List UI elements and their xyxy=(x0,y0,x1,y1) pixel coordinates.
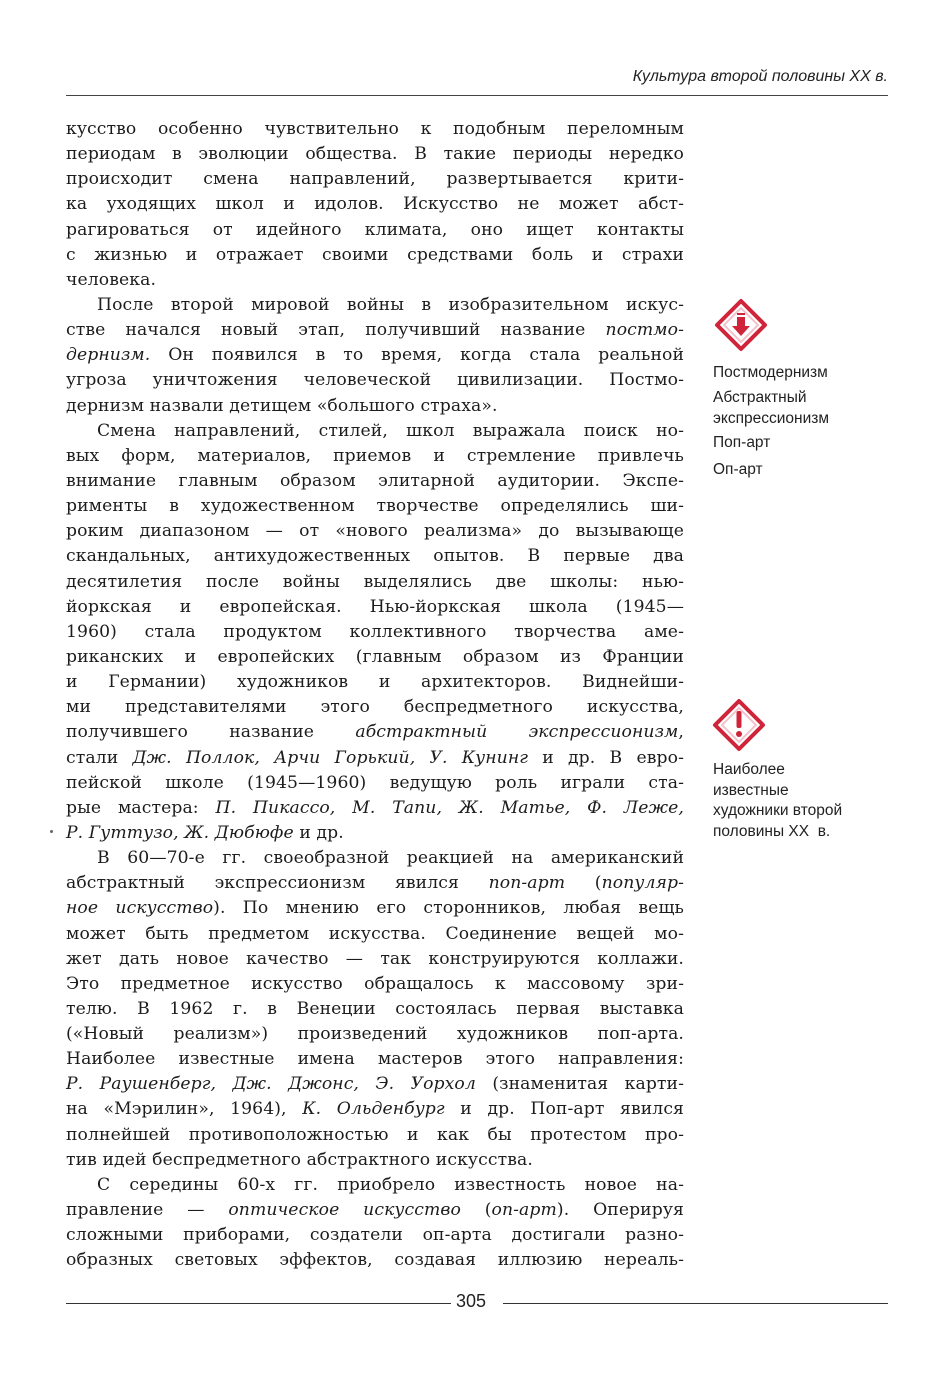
text-line xyxy=(66,544,684,569)
text-line xyxy=(66,1198,684,1223)
text-segment: ). Оперируя xyxy=(556,1200,685,1221)
text-segment: («Новый реализм») произведений художников поп-арта. xyxy=(66,1024,684,1045)
text-line xyxy=(66,922,684,947)
text-segment: стали xyxy=(66,747,133,768)
text-segment: абстрактный экспрессионизм явился xyxy=(66,873,489,894)
text-line-content xyxy=(66,117,684,142)
sidebar-note xyxy=(713,760,842,843)
footer-divider-right xyxy=(503,1303,888,1304)
text-segment: Это предметное искусство обращалось к массовому зри- xyxy=(66,973,684,994)
text-line-content xyxy=(66,746,684,771)
text-line-content xyxy=(66,997,684,1022)
text-segment: После второй мировой войны в изобразительном искус- xyxy=(97,294,684,315)
text-line-content xyxy=(66,645,684,670)
text-line-content xyxy=(66,192,684,217)
text-line-content xyxy=(66,1022,684,1047)
text-line xyxy=(66,771,684,796)
italic-term: поп-арт xyxy=(488,873,566,894)
paragraph xyxy=(66,419,684,846)
text-line xyxy=(66,142,684,167)
text-line-content xyxy=(66,896,684,921)
text-segment: сложными приборами, создатели оп-арта достигали разно- xyxy=(66,1225,684,1246)
text-line xyxy=(66,1148,684,1173)
text-line xyxy=(66,494,684,519)
text-line xyxy=(66,218,684,243)
text-line xyxy=(66,695,684,720)
text-segment: и др. Поп-арт явился xyxy=(444,1099,684,1120)
text-line xyxy=(66,444,684,469)
text-line-content xyxy=(66,243,684,268)
text-line-content xyxy=(66,1123,684,1148)
text-segment: С середины 60-х гг. приобрело известность новое на- xyxy=(97,1174,684,1195)
text-line xyxy=(66,1123,684,1148)
text-line xyxy=(66,896,684,921)
text-line xyxy=(66,1097,684,1122)
sidebar-term: Постмодернизм xyxy=(713,364,828,381)
text-line xyxy=(66,746,684,771)
text-segment: В 60—70-е гг. своеобразной реакцией на американский xyxy=(97,848,684,869)
text-segment: ми представителями этого беспредметного искусства, xyxy=(66,697,684,718)
text-line-content xyxy=(66,343,684,368)
text-line xyxy=(66,670,684,695)
text-line-content xyxy=(66,444,684,469)
sidebar-term: Абстрактный экспрессионизм xyxy=(713,389,830,427)
text-segment: телю. В 1962 г. в Венеции состоялась первая выставка xyxy=(66,998,684,1019)
text-line-content xyxy=(97,293,684,318)
text-line xyxy=(66,620,684,645)
text-line xyxy=(66,117,684,142)
text-line-content xyxy=(66,570,684,595)
text-segment: , xyxy=(678,722,684,743)
text-line xyxy=(66,419,684,444)
text-line-content xyxy=(66,871,684,896)
paragraph xyxy=(66,293,684,419)
text-segment: роким диапазоном — от «нового реализма» до вызывающе xyxy=(66,521,684,542)
text-segment: может быть предметом искусства. Соединение вещей мо- xyxy=(66,923,684,944)
text-line-content xyxy=(66,972,684,997)
text-segment: вых форм, материалов, приемов и стремление привлечь xyxy=(66,445,684,466)
text-segment: образных световых эффектов, создавая иллюзию нереаль- xyxy=(66,1250,684,1271)
text-line xyxy=(66,720,684,745)
running-header: Культура второй половины XX в. xyxy=(632,68,888,85)
text-line-content xyxy=(66,695,684,720)
text-line-content xyxy=(66,796,684,821)
text-segment: периодам в эволюции общества. В такие периоды нередко xyxy=(66,144,684,165)
note-line: Наиболее xyxy=(713,761,785,778)
text-line xyxy=(66,871,684,896)
text-line-content xyxy=(66,494,684,519)
text-line-content xyxy=(66,595,684,620)
text-line xyxy=(66,318,684,343)
text-segment: ка уходящих школ и идолов. Искусство не может абст- xyxy=(66,194,684,215)
text-line xyxy=(66,997,684,1022)
italic-term: популяр- xyxy=(601,873,684,894)
text-line-content xyxy=(66,218,684,243)
text-segment: получившего название xyxy=(66,722,356,743)
italic-term: Дж. Поллок, Арчи Горький, У. Кунинг xyxy=(132,747,529,768)
text-line-content xyxy=(66,368,684,393)
text-segment: внимание главным образом элитарной аудитории. Экспе- xyxy=(66,470,684,491)
text-line xyxy=(66,167,684,192)
text-line xyxy=(66,1173,684,1198)
text-line-content xyxy=(66,1072,684,1097)
text-segment: жет дать новое качество — так конструируются коллажи. xyxy=(66,948,684,969)
italic-term: П. Пикассо, М. Тапи, Ж. Матье, Ф. Леже, xyxy=(215,797,684,818)
text-line xyxy=(66,1047,684,1072)
text-line-content xyxy=(66,720,684,745)
text-segment: ( xyxy=(565,873,602,894)
text-line xyxy=(66,469,684,494)
note-line: известные xyxy=(713,781,789,799)
text-line-content xyxy=(66,620,684,645)
text-segment: ). По мнению его сторонников, любая вещь xyxy=(213,898,684,919)
text-line-content xyxy=(66,821,684,846)
text-segment: человека. xyxy=(66,269,157,290)
text-line xyxy=(66,595,684,620)
text-segment: дернизм назвали детищем «большого страха». xyxy=(66,395,498,416)
text-line-content xyxy=(66,1198,684,1223)
paragraph xyxy=(66,117,684,293)
italic-term: Р. Гуттузо, Ж. Дюбюфе xyxy=(66,822,294,843)
margin-mark xyxy=(50,830,53,833)
text-segment: происходит смена направлений, развертывается крити- xyxy=(66,169,684,190)
text-line-content xyxy=(66,1097,684,1122)
text-line xyxy=(66,394,684,419)
text-segment: рые мастера: xyxy=(66,797,216,818)
italic-term: дернизм. xyxy=(66,345,151,366)
body-text xyxy=(66,117,684,1273)
note-line: художники второй xyxy=(713,802,843,820)
text-segment: на «Мэрилин», 1964), xyxy=(66,1099,303,1120)
text-segment: 1960) стала продуктом коллективного творчества аме- xyxy=(66,621,684,642)
text-line xyxy=(66,570,684,595)
text-segment: риканских и европейских (главным образом из Франции xyxy=(66,646,684,667)
text-segment: Он появился в то время, когда стала реальной xyxy=(150,345,684,366)
text-line-content xyxy=(66,670,684,695)
text-line-content xyxy=(66,1223,684,1248)
text-segment: полнейшей противоположностью и как бы протестом про- xyxy=(66,1124,684,1145)
text-line xyxy=(66,1248,684,1273)
text-segment: Смена направлений, стилей, школ выражала поиск но- xyxy=(97,420,684,441)
text-segment: кусство особенно чувствительно к подобным переломным xyxy=(66,119,684,139)
text-segment: (знаменитая карти- xyxy=(475,1074,684,1095)
text-line xyxy=(66,243,684,268)
italic-term: абстрактный экспрессионизм xyxy=(355,722,679,743)
text-line-content xyxy=(66,947,684,972)
text-line xyxy=(66,846,684,871)
text-line xyxy=(66,368,684,393)
page-number: 305 xyxy=(456,1291,487,1311)
text-line xyxy=(66,293,684,318)
text-segment: и Германии) художников и архитекторов. Виднейши- xyxy=(66,672,684,693)
text-segment: и др. xyxy=(293,822,344,843)
text-segment: правление — xyxy=(66,1200,229,1221)
text-segment: скандальных, антихудожественных опытов. В первые два xyxy=(66,546,684,567)
text-line xyxy=(66,1072,684,1097)
text-line-content xyxy=(97,419,684,444)
exclamation-diamond-icon xyxy=(712,698,766,752)
text-line-content xyxy=(66,544,684,569)
text-line xyxy=(66,947,684,972)
text-line xyxy=(66,268,684,293)
text-line-content xyxy=(66,268,684,293)
text-line xyxy=(66,972,684,997)
text-line xyxy=(66,1022,684,1047)
text-line-content xyxy=(66,771,684,796)
sidebar-term: Поп-арт xyxy=(713,434,771,451)
text-line-content xyxy=(66,1047,684,1072)
italic-term: Р. Раушенберг, Дж. Джонс, Э. Уорхол xyxy=(66,1074,476,1095)
text-segment: угроза уничтожения человеческой цивилизации. Постмо- xyxy=(66,370,684,391)
text-segment: Наиболее известные имена мастеров этого направления: xyxy=(66,1049,684,1070)
text-line xyxy=(66,1223,684,1248)
text-line-content xyxy=(66,519,684,544)
text-line-content xyxy=(66,922,684,947)
text-line xyxy=(66,192,684,217)
sidebar-terms xyxy=(713,362,863,481)
down-arrow-diamond-icon xyxy=(714,298,768,352)
text-line-content xyxy=(66,394,684,419)
italic-term: оп-арт xyxy=(491,1200,557,1221)
text-segment: с жизнью и отражает своими средствами боль и страхи xyxy=(66,244,684,265)
paragraph xyxy=(66,846,684,1173)
sidebar-term: Оп-арт xyxy=(713,461,763,478)
text-line-content xyxy=(66,142,684,167)
text-line xyxy=(66,645,684,670)
paragraph xyxy=(66,1173,684,1274)
text-segment: рименты в художественном творчестве определялись ши- xyxy=(66,496,684,517)
text-segment: ( xyxy=(460,1200,492,1221)
footer-divider-left xyxy=(66,1303,451,1304)
text-line xyxy=(66,519,684,544)
text-line-content xyxy=(97,846,684,871)
note-line: половины XX в. xyxy=(713,823,831,841)
text-line xyxy=(66,796,684,821)
text-segment: пейской школе (1945—1960) ведущую роль играли ста- xyxy=(66,772,684,793)
text-line-content xyxy=(97,1173,684,1198)
text-line xyxy=(66,343,684,368)
text-segment: рагироваться от идейного климата, оно ищет контакты xyxy=(66,219,684,240)
text-line-content xyxy=(66,469,684,494)
text-line xyxy=(66,821,684,846)
italic-term: оптическое искусство xyxy=(228,1200,461,1221)
header-divider xyxy=(66,95,888,96)
text-segment: и др. В евро- xyxy=(528,747,684,768)
text-line-content xyxy=(66,1148,684,1173)
italic-term: постмо- xyxy=(605,320,684,341)
text-segment: йоркская и европейская. Нью-йоркская школа (1945— xyxy=(66,596,684,617)
text-segment: тив идей беспредметного абстрактного искусства. xyxy=(66,1149,533,1170)
text-line-content xyxy=(66,318,684,343)
text-line-content xyxy=(66,167,684,192)
text-segment: десятилетия после войны выделялись две школы: нью- xyxy=(66,571,684,592)
text-segment: стве начался новый этап, получивший название xyxy=(66,320,606,341)
text-line-content xyxy=(66,1248,684,1273)
italic-term: ное искусство xyxy=(66,898,214,919)
italic-term: К. Ольденбург xyxy=(302,1099,445,1120)
